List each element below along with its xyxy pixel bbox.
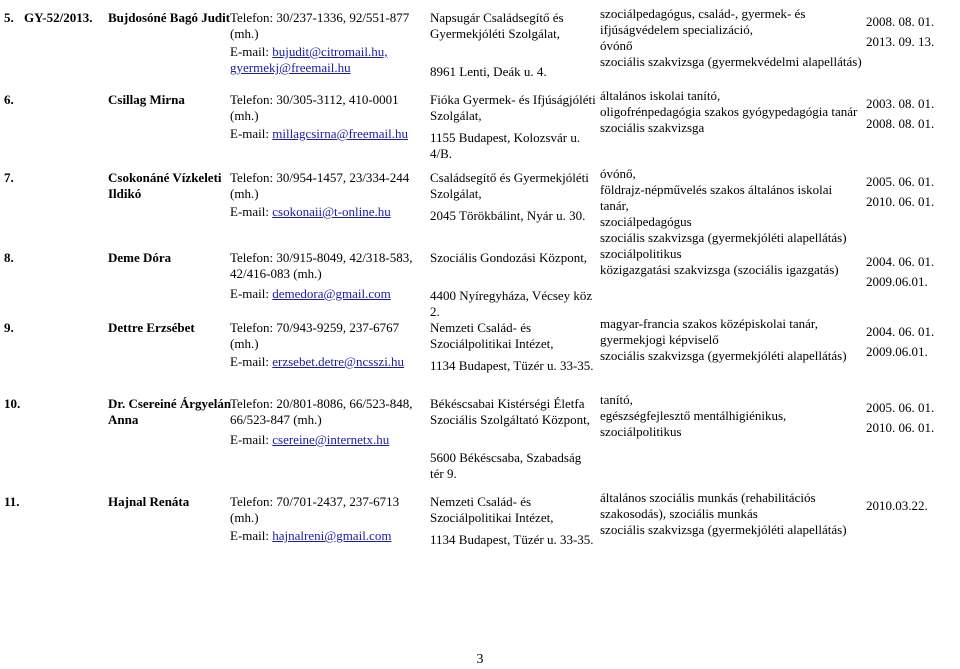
qualification-item: egészségfejlesztő mentálhigiénikus, (600, 408, 787, 423)
entry-number: 9. (4, 320, 14, 335)
validity-dates (866, 254, 958, 294)
organization-address: 2045 Törökbálint, Nyár u. 30. (430, 208, 586, 223)
email-link[interactable]: hajnalreni@gmail.com (272, 528, 392, 543)
qualification-item: szociálpedagógus, család-, gyermek- és ifjúságvédelem specializáció, (600, 6, 806, 37)
email-block (230, 204, 425, 220)
email-prefix: E-mail: (230, 432, 269, 447)
validity-dates (866, 174, 958, 214)
entry-number: 7. (4, 170, 14, 185)
qualifications-list (600, 246, 862, 278)
qualification-item: óvónő (600, 38, 633, 53)
validity-dates (866, 96, 958, 136)
entry-number: 11. (4, 494, 20, 509)
qualification-item: általános iskolai tanító, (600, 88, 721, 103)
email-block (230, 432, 425, 448)
email-prefix: E-mail: (230, 126, 269, 141)
entry-name: Hajnal Renáta (108, 494, 190, 509)
entry-number: 10. (4, 396, 21, 411)
qualification-item: általános szociális munkás (rehabilitációs szakosodás), szociális munkás (600, 490, 816, 521)
qualifications-list (600, 6, 862, 70)
qualification-item: magyar-francia szakos középiskolai tanár, (600, 316, 818, 331)
email-prefix: E-mail: (230, 286, 269, 301)
phone-text: Telefon: 70/943-9259, 237-6767 (mh.) (230, 320, 400, 351)
qualifications-list (600, 316, 862, 364)
qualification-item: földrajz-népművelés szakos általános iskolai tanár, (600, 182, 833, 213)
organization-name: Napsugár Családsegítő és Gyermekjóléti Szolgálat, (430, 10, 564, 41)
phone-text: Telefon: 30/915-8049, 42/318-583, 42/416-083 (mh.) (230, 250, 413, 281)
entry-number: 6. (4, 92, 14, 107)
qualification-item: közigazgatási szakvizsga (szociális igazgatás) (600, 262, 839, 277)
email-block (230, 126, 425, 142)
qualification-item: gyermekjogi képviselő (600, 332, 719, 347)
entry-name: Dr. Csereiné Árgyelán Anna (108, 396, 232, 427)
email-block (230, 354, 425, 370)
qualifications-list (600, 392, 862, 440)
phone-text: Telefon: 30/954-1457, 23/334-244 (mh.) (230, 170, 410, 201)
organization-address: 4400 Nyíregyháza, Vécsey köz 2. (430, 288, 593, 319)
organization-name: Nemzeti Család- és Szociálpolitikai Intézet, (430, 494, 554, 525)
entry-number: 8. (4, 250, 14, 265)
email-prefix: E-mail: (230, 44, 269, 59)
email-block (230, 44, 425, 76)
phone-text: Telefon: 20/801-8086, 66/523-848, 66/523-847 (mh.) (230, 396, 413, 427)
qualification-item: oligofrénpedagógia szakos gyógypedagógia tanár (600, 104, 858, 119)
email-link[interactable]: erzsebet.detre@ncsszi.hu (272, 354, 405, 369)
validity-date: 2010. 06. 01. (866, 194, 935, 209)
email-block (230, 528, 425, 544)
organization-name: Fióka Gyermek- és Ifjúságjóléti Szolgálat, (430, 92, 596, 123)
validity-dates (866, 400, 958, 440)
organization-name: Nemzeti Család- és Szociálpolitikai Intézet, (430, 320, 554, 351)
qualification-item: szociális szakvizsga (gyermekjóléti alapellátás) (600, 522, 847, 537)
validity-date: 2008. 08. 01. (866, 14, 935, 29)
organization-address: 5600 Békéscsaba, Szabadság tér 9. (430, 450, 582, 481)
organization-name: Szociális Gondozási Központ, (430, 250, 588, 265)
validity-date: 2005. 06. 01. (866, 400, 935, 415)
qualifications-list (600, 166, 862, 246)
organization-name: Békéscsabai Kistérségi Életfa Szociális Szolgáltató Központ, (430, 396, 590, 427)
qualification-item: szociális szakvizsga (gyermekvédelmi alapellátás) (600, 54, 862, 69)
qualification-item: szociálpolitikus (600, 424, 682, 439)
phone-text: Telefon: 70/701-2437, 237-6713 (mh.) (230, 494, 400, 525)
validity-date: 2009.06.01. (866, 344, 928, 359)
validity-date: 2004. 06. 01. (866, 324, 935, 339)
organization-address: 1134 Budapest, Tüzér u. 33-35. (430, 532, 594, 547)
organization-name: Családsegítő és Gyermekjóléti Szolgálat, (430, 170, 589, 201)
validity-dates (866, 14, 958, 54)
entry-name: Deme Dóra (108, 250, 172, 265)
phone-text: Telefon: 30/237-1336, 92/551-877 (mh.) (230, 10, 410, 41)
validity-date: 2010.03.22. (866, 498, 928, 513)
entry-number: 5. (4, 10, 14, 25)
validity-dates (866, 498, 958, 518)
email-link[interactable]: csereine@internetx.hu (272, 432, 390, 447)
validity-date: 2003. 08. 01. (866, 96, 935, 111)
email-link[interactable]: millagcsirna@freemail.hu (272, 126, 409, 141)
email-block (230, 286, 425, 302)
validity-date: 2005. 06. 01. (866, 174, 935, 189)
qualifications-list (600, 88, 862, 136)
email-link[interactable]: demedora@gmail.com (272, 286, 391, 301)
qualification-item: tanító, (600, 392, 633, 407)
entry-code: GY-52/2013. (24, 10, 93, 25)
qualification-item: szociálpedagógus (600, 214, 692, 229)
entry-name: Dettre Erzsébet (108, 320, 195, 335)
qualification-item: óvónő, (600, 166, 636, 181)
validity-date: 2013. 09. 13. (866, 34, 935, 49)
validity-date: 2008. 08. 01. (866, 116, 935, 131)
qualification-item: szociális szakvizsga (gyermekjóléti alapellátás) (600, 230, 847, 245)
validity-dates (866, 324, 958, 364)
organization-address: 1134 Budapest, Tüzér u. 33-35. (430, 358, 594, 373)
qualification-item: szociálpolitikus (600, 246, 682, 261)
validity-date: 2004. 06. 01. (866, 254, 935, 269)
validity-date: 2010. 06. 01. (866, 420, 935, 435)
entry-name: Csillag Mirna (108, 92, 185, 107)
email-prefix: E-mail: (230, 354, 269, 369)
entry-name: Csokonáné Vízkeleti Ildikó (108, 170, 222, 201)
email-link[interactable]: bujudit@citromail.hu, gyermekj@freemail.hu (230, 44, 388, 75)
organization-address: 1155 Budapest, Kolozsvár u. 4/B. (430, 130, 581, 161)
entry-name: Bujdosóné Bagó Judit (108, 10, 231, 25)
email-link[interactable]: csokonaii@t-online.hu (272, 204, 391, 219)
organization-address: 8961 Lenti, Deák u. 4. (430, 64, 547, 79)
phone-text: Telefon: 30/305-3112, 410-0001 (mh.) (230, 92, 399, 123)
email-prefix: E-mail: (230, 204, 269, 219)
email-prefix: E-mail: (230, 528, 269, 543)
page-number: 3 (476, 652, 484, 667)
qualification-item: szociális szakvizsga (gyermekjóléti alapellátás) (600, 348, 847, 363)
validity-date: 2009.06.01. (866, 274, 928, 289)
qualification-item: szociális szakvizsga (600, 120, 705, 135)
qualifications-list (600, 490, 862, 538)
